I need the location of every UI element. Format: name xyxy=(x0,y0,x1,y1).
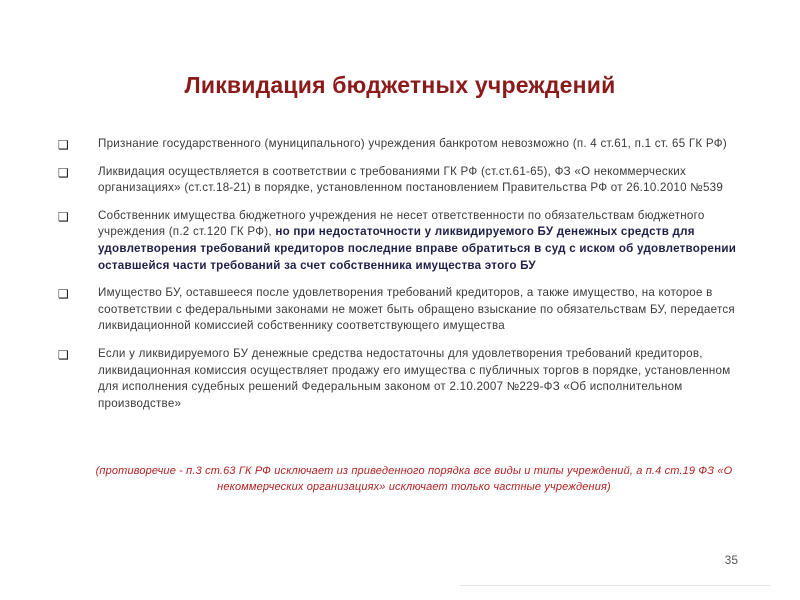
square-bullet-icon: ❑ xyxy=(58,347,69,362)
footer-divider xyxy=(460,585,770,586)
list-item xyxy=(58,285,748,335)
square-bullet-icon: ❑ xyxy=(58,138,69,152)
list-item-bold-text: но при недостаточности у ликвидируемого БУ денежных средств для удовлетворения требований кредиторов последние вправе обратиться в суд с иском об удовлетворении оставшейся части требований за счет собственника имущества этого БУ xyxy=(98,225,737,272)
list-item xyxy=(58,136,748,153)
slide-title: Ликвидация бюджетных учреждений xyxy=(184,72,616,98)
list-item-text: Имущество БУ, оставшееся после удовлетворения требований кредиторов, а также имущество, на которое в соответствии с федеральными законами не может быть обращено взыскание по обязательствам БУ, передается ликвидационной комиссией собственнику соответствующего имущества xyxy=(98,286,735,333)
page-number: 35 xyxy=(724,553,738,567)
list-item-text: Признание государственного (муниципального) учреждения банкротом невозможно (п. 4 ст.61, п.1 ст. 65 ГК РФ) xyxy=(98,137,727,150)
list-item-text: Если у ликвидируемого БУ денежные средства недостаточны для удовлетворения требований кредиторов, ликвидационная комиссия осуществляет продажу его имущества с публичных торгов в порядке, установленном для исполнения судебных решений Федеральным законом от 2.10.2007 №229-ФЗ «Об исполнительном производстве» xyxy=(98,346,731,410)
square-bullet-icon: ❑ xyxy=(58,287,69,302)
square-bullet-icon: ❑ xyxy=(58,209,69,224)
bullet-list xyxy=(58,136,748,423)
list-item xyxy=(58,164,748,197)
list-item xyxy=(58,208,748,274)
contradiction-note: (противоречие - п.3 ст.63 ГК РФ исключает из приведенного порядка все виды и типы учреждений, а п.4 ст.19 ФЗ «О некоммерческих организациях» исключает только частные учреждения) xyxy=(95,465,733,493)
list-item-plain-text: Собственник имущества бюджетного учреждения не несет ответственности по обязательствам бюджетного учреждения (п.2 ст.120 ГК РФ), xyxy=(98,208,705,239)
list-item-text: Ликвидация осуществляется в соответствии с требованиями ГК РФ (ст.ст.61-65), ФЗ «О некоммерческих организациях» (ст.ст.18-21) в порядке, установленном постановлением Правительства РФ от 26.10.2010 №539 xyxy=(98,164,724,195)
list-item-text xyxy=(98,208,748,274)
square-bullet-icon: ❑ xyxy=(58,165,69,180)
list-item xyxy=(58,346,748,412)
